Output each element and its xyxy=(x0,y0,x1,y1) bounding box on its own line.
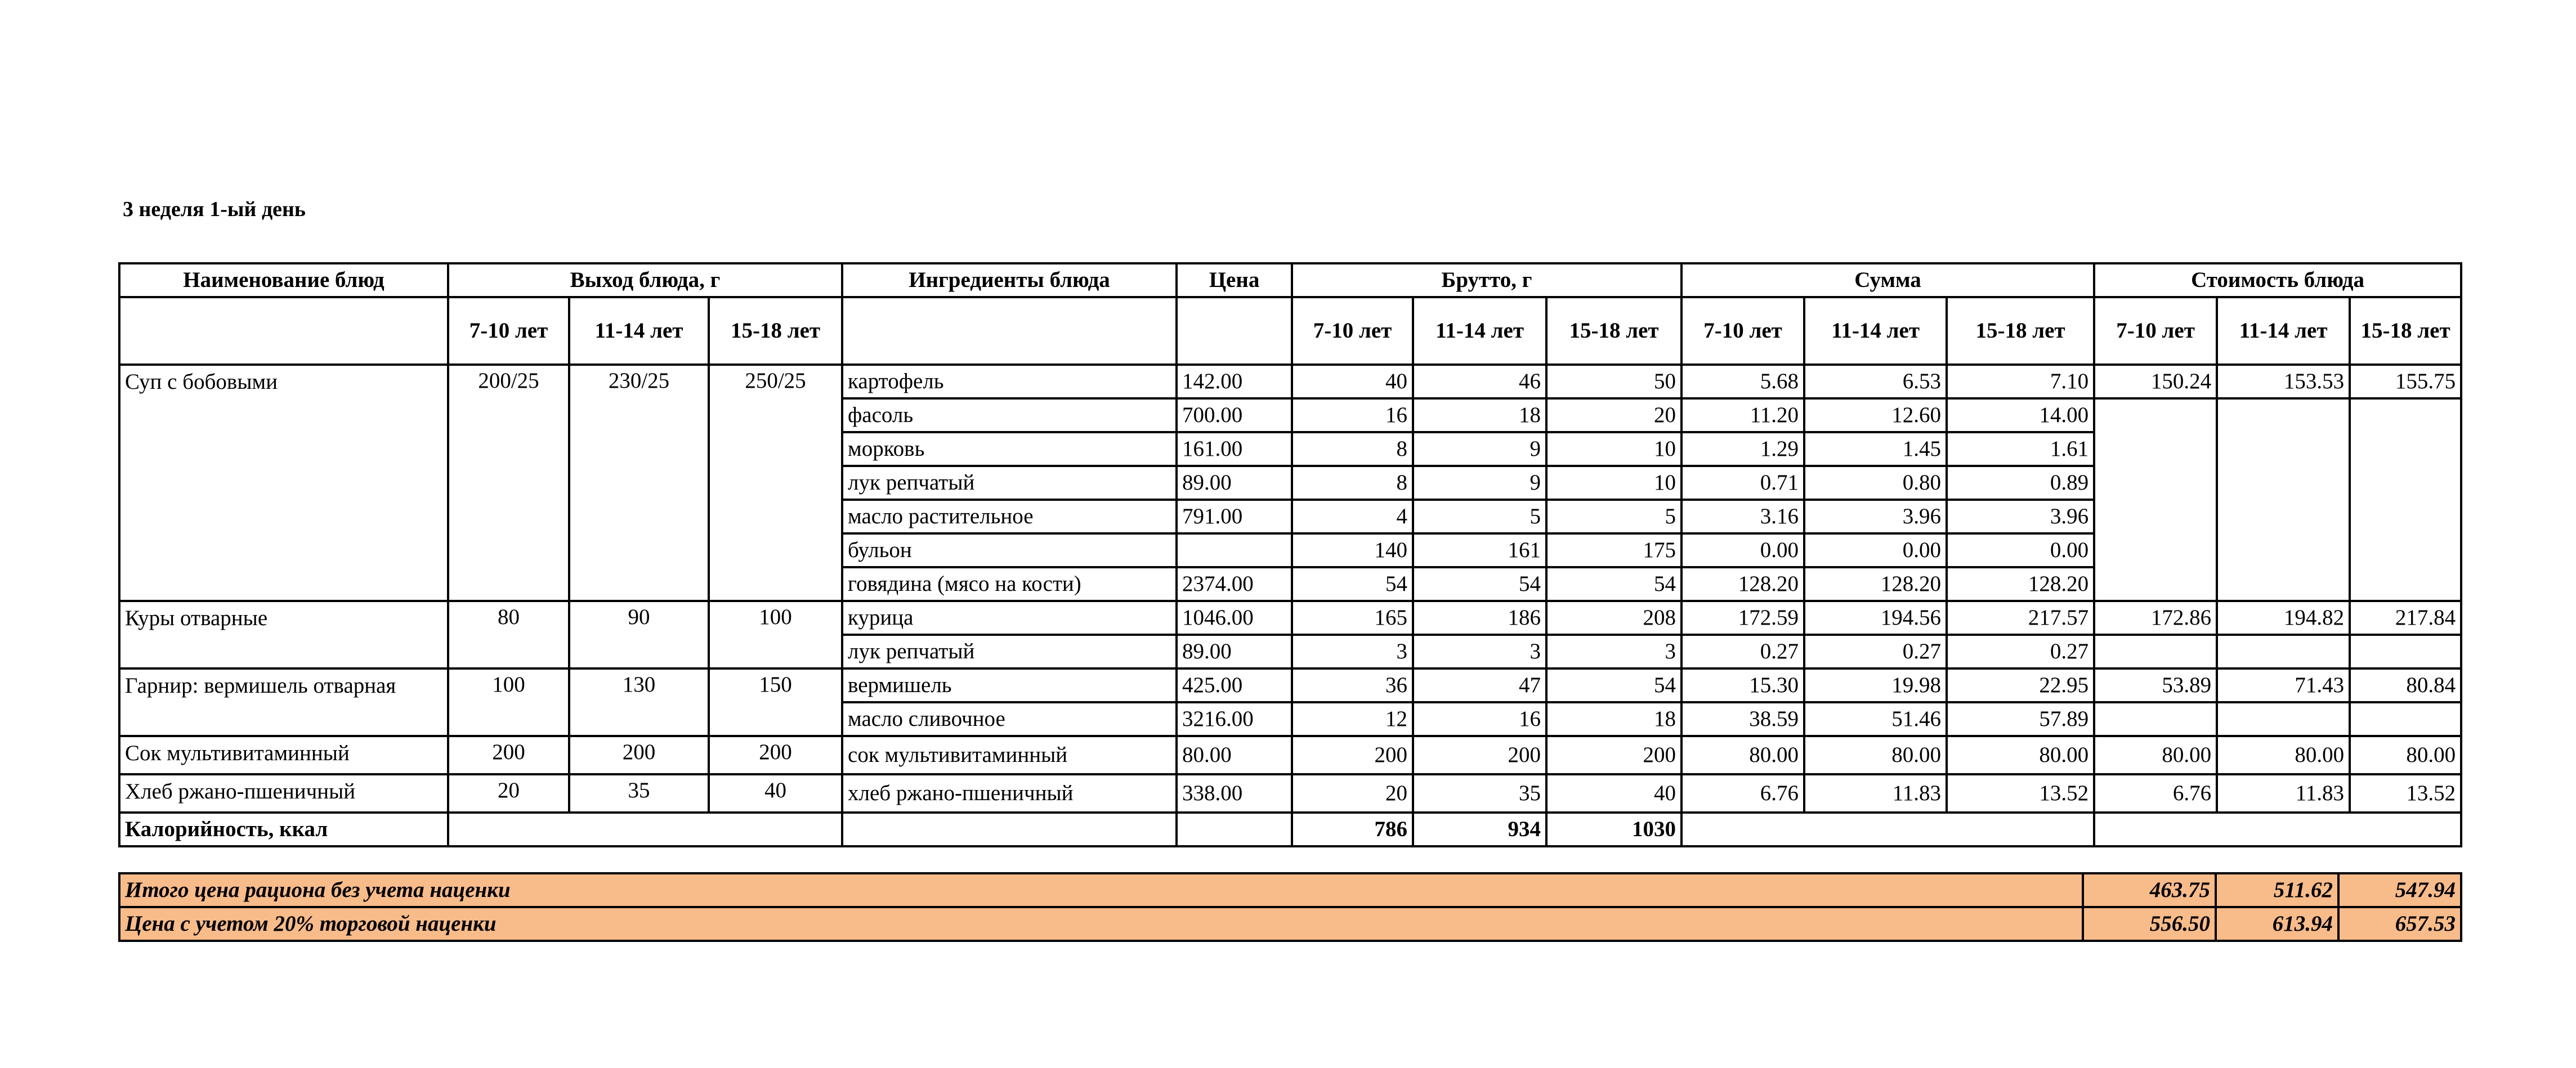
ingredient-name: лук репчатый xyxy=(842,635,1177,668)
header-sum: Сумма xyxy=(1681,263,2094,297)
ingredient-brutto: 5 xyxy=(1413,500,1546,533)
ingredient-price: 89.00 xyxy=(1177,635,1292,668)
ingredient-sum: 217.57 xyxy=(1947,601,2094,635)
ingredient-price: 89.00 xyxy=(1177,466,1292,500)
age-header: 15-18 лет xyxy=(1947,297,2094,365)
ingredient-brutto: 40 xyxy=(1292,365,1413,398)
ingredient-brutto: 175 xyxy=(1546,533,1681,567)
dish-cost-empty xyxy=(2350,398,2461,601)
header-empty xyxy=(842,297,1177,365)
ingredient-brutto: 3 xyxy=(1413,635,1546,668)
ingredient-price: 142.00 xyxy=(1177,365,1292,398)
ingredient-name: фасоль xyxy=(842,398,1177,432)
ingredient-name: морковь xyxy=(842,432,1177,466)
ingredient-brutto: 9 xyxy=(1413,432,1546,466)
summary-value: 547.94 xyxy=(2338,873,2461,907)
dish-cost: 80.00 xyxy=(2217,736,2350,774)
dish-output: 40 xyxy=(709,774,842,813)
ingredient-brutto: 54 xyxy=(1546,668,1681,702)
dish-name: Суп с бобовыми xyxy=(119,365,448,601)
dish-cost: 80.84 xyxy=(2350,668,2461,702)
ingredient-brutto: 54 xyxy=(1546,567,1681,601)
dish-name: Гарнир: вермишель отварная xyxy=(119,668,448,736)
ingredient-sum: 128.20 xyxy=(1681,567,1804,601)
summary-label: Цена с учетом 20% торговой наценки xyxy=(119,907,2083,941)
ingredient-brutto: 36 xyxy=(1292,668,1413,702)
header-cost: Стоимость блюда xyxy=(2094,263,2461,297)
ingredient-brutto: 18 xyxy=(1413,398,1546,432)
dish-cost: 194.82 xyxy=(2217,601,2350,635)
ingredient-brutto: 4 xyxy=(1292,500,1413,533)
ingredient-sum: 22.95 xyxy=(1947,668,2094,702)
ingredient-brutto: 20 xyxy=(1546,398,1681,432)
ingredient-brutto: 47 xyxy=(1413,668,1546,702)
ingredient-price: 2374.00 xyxy=(1177,567,1292,601)
ingredient-brutto: 16 xyxy=(1292,398,1413,432)
ingredient-price: 338.00 xyxy=(1177,774,1292,813)
summary-value: 556.50 xyxy=(2083,907,2216,941)
header-row-2 xyxy=(119,297,2461,365)
ingredient-sum: 3.96 xyxy=(1804,500,1947,533)
dish-cost-empty xyxy=(2350,635,2461,668)
dish-cost-empty xyxy=(2217,398,2350,601)
age-header: 11-14 лет xyxy=(1804,297,1947,365)
header-empty xyxy=(119,297,448,365)
calories-empty xyxy=(1177,813,1292,846)
dish-cost: 11.83 xyxy=(2217,774,2350,813)
age-header: 15-18 лет xyxy=(709,297,842,365)
header-ingredients: Ингредиенты блюда xyxy=(842,263,1177,297)
age-header: 15-18 лет xyxy=(1546,297,1681,365)
age-header: 15-18 лет xyxy=(2350,297,2461,365)
age-header: 7-10 лет xyxy=(1292,297,1413,365)
dish-cost-empty xyxy=(2094,702,2217,736)
ingredient-brutto: 12 xyxy=(1292,702,1413,736)
dish-output: 200/25 xyxy=(448,365,569,601)
ingredient-brutto: 16 xyxy=(1413,702,1546,736)
ingredient-sum: 0.27 xyxy=(1804,635,1947,668)
ingredient-brutto: 3 xyxy=(1292,635,1413,668)
dish-cost: 172.86 xyxy=(2094,601,2217,635)
ingredient-price: 1046.00 xyxy=(1177,601,1292,635)
ingredient-sum: 5.68 xyxy=(1681,365,1804,398)
ingredient-sum: 1.61 xyxy=(1947,432,2094,466)
menu-cost-table xyxy=(118,262,2462,847)
ingredient-name: вермишель xyxy=(842,668,1177,702)
ingredient-name: масло растительное xyxy=(842,500,1177,533)
summary-value: 511.62 xyxy=(2216,873,2338,907)
ingredient-brutto: 8 xyxy=(1292,432,1413,466)
ingredient-sum: 14.00 xyxy=(1947,398,2094,432)
ingredient-sum: 12.60 xyxy=(1804,398,1947,432)
dish-cost-empty xyxy=(2350,702,2461,736)
ingredient-brutto: 140 xyxy=(1292,533,1413,567)
ingredient-brutto: 208 xyxy=(1546,601,1681,635)
ingredient-sum: 3.96 xyxy=(1947,500,2094,533)
ingredient-brutto: 165 xyxy=(1292,601,1413,635)
table-row xyxy=(119,601,2461,635)
ingredient-sum: 172.59 xyxy=(1681,601,1804,635)
ingredient-brutto: 200 xyxy=(1546,736,1681,774)
ingredient-sum: 0.27 xyxy=(1681,635,1804,668)
dish-cost-empty xyxy=(2094,398,2217,601)
ingredient-sum: 0.27 xyxy=(1947,635,2094,668)
ingredient-brutto: 9 xyxy=(1413,466,1546,500)
calories-value: 934 xyxy=(1413,813,1546,846)
dish-cost: 155.75 xyxy=(2350,365,2461,398)
ingredient-sum: 57.89 xyxy=(1947,702,2094,736)
dish-output: 80 xyxy=(448,601,569,668)
ingredient-sum: 7.10 xyxy=(1947,365,2094,398)
table-row xyxy=(119,774,2461,813)
calories-value: 786 xyxy=(1292,813,1413,846)
ingredient-brutto: 35 xyxy=(1413,774,1546,813)
dish-cost: 80.00 xyxy=(2094,736,2217,774)
ingredient-sum: 80.00 xyxy=(1681,736,1804,774)
dish-output: 200 xyxy=(448,736,569,774)
calories-value: 1030 xyxy=(1546,813,1681,846)
dish-name: Хлеб ржано-пшеничный xyxy=(119,774,448,813)
ingredient-sum: 0.00 xyxy=(1804,533,1947,567)
dish-cost-empty xyxy=(2217,635,2350,668)
dish-cost-empty xyxy=(2217,702,2350,736)
dish-output: 150 xyxy=(709,668,842,736)
dish-output: 100 xyxy=(709,601,842,668)
ingredient-sum: 0.80 xyxy=(1804,466,1947,500)
ingredient-sum: 15.30 xyxy=(1681,668,1804,702)
ingredient-price: 791.00 xyxy=(1177,500,1292,533)
ingredient-sum: 38.59 xyxy=(1681,702,1804,736)
ingredient-name: картофель xyxy=(842,365,1177,398)
ingredient-brutto: 200 xyxy=(1413,736,1546,774)
dish-cost: 153.53 xyxy=(2217,365,2350,398)
ingredient-sum: 19.98 xyxy=(1804,668,1947,702)
page-title: 3 неделя 1-ый день xyxy=(123,198,306,221)
ingredient-brutto: 5 xyxy=(1546,500,1681,533)
dish-cost: 6.76 xyxy=(2094,774,2217,813)
ingredient-sum: 11.83 xyxy=(1804,774,1947,813)
ingredient-sum: 0.71 xyxy=(1681,466,1804,500)
ingredient-name: курица xyxy=(842,601,1177,635)
ingredient-sum: 51.46 xyxy=(1804,702,1947,736)
ingredient-sum: 128.20 xyxy=(1947,567,2094,601)
ingredient-price: 80.00 xyxy=(1177,736,1292,774)
calories-empty xyxy=(842,813,1177,846)
dish-output: 200 xyxy=(709,736,842,774)
ingredient-sum: 0.89 xyxy=(1947,466,2094,500)
header-empty xyxy=(1177,297,1292,365)
ingredient-sum: 6.76 xyxy=(1681,774,1804,813)
summary-value: 613.94 xyxy=(2216,907,2338,941)
dish-cost-empty xyxy=(2094,635,2217,668)
dish-name: Куры отварные xyxy=(119,601,448,668)
ingredient-sum: 6.53 xyxy=(1804,365,1947,398)
dish-cost: 13.52 xyxy=(2350,774,2461,813)
ingredient-sum: 13.52 xyxy=(1947,774,2094,813)
ingredient-sum: 0.00 xyxy=(1681,533,1804,567)
ingredient-sum: 0.00 xyxy=(1947,533,2094,567)
dish-cost: 80.00 xyxy=(2350,736,2461,774)
ingredient-brutto: 200 xyxy=(1292,736,1413,774)
dish-output: 250/25 xyxy=(709,365,842,601)
ingredient-price: 3216.00 xyxy=(1177,702,1292,736)
dish-output: 20 xyxy=(448,774,569,813)
ingredient-name: бульон xyxy=(842,533,1177,567)
ingredient-brutto: 40 xyxy=(1546,774,1681,813)
calories-empty xyxy=(2094,813,2461,846)
ingredient-brutto: 18 xyxy=(1546,702,1681,736)
dish-output: 200 xyxy=(569,736,709,774)
calories-label: Калорийность, ккал xyxy=(119,813,448,846)
header-dish: Наименование блюд xyxy=(119,263,448,297)
dish-cost: 217.84 xyxy=(2350,601,2461,635)
age-header: 7-10 лет xyxy=(448,297,569,365)
ingredient-brutto: 50 xyxy=(1546,365,1681,398)
ingredient-sum: 11.20 xyxy=(1681,398,1804,432)
header-row-1 xyxy=(119,263,2461,297)
table-row xyxy=(119,668,2461,702)
ingredient-name: говядина (мясо на кости) xyxy=(842,567,1177,601)
ingredient-sum: 1.45 xyxy=(1804,432,1947,466)
ingredient-brutto: 3 xyxy=(1546,635,1681,668)
ingredient-brutto: 186 xyxy=(1413,601,1546,635)
ingredient-brutto: 54 xyxy=(1413,567,1546,601)
dish-output: 130 xyxy=(569,668,709,736)
dish-name: Сок мультивитаминный xyxy=(119,736,448,774)
age-header: 7-10 лет xyxy=(1681,297,1804,365)
ingredient-name: масло сливочное xyxy=(842,702,1177,736)
ingredient-price: 425.00 xyxy=(1177,668,1292,702)
ingredient-price: 161.00 xyxy=(1177,432,1292,466)
ingredient-sum: 3.16 xyxy=(1681,500,1804,533)
ingredient-brutto: 46 xyxy=(1413,365,1546,398)
dish-output: 230/25 xyxy=(569,365,709,601)
ingredient-brutto: 10 xyxy=(1546,466,1681,500)
ingredient-brutto: 8 xyxy=(1292,466,1413,500)
ingredient-sum: 80.00 xyxy=(1804,736,1947,774)
dish-cost: 150.24 xyxy=(2094,365,2217,398)
calories-row xyxy=(119,813,2461,846)
dish-output: 35 xyxy=(569,774,709,813)
ingredient-price xyxy=(1177,533,1292,567)
summary-value: 463.75 xyxy=(2083,873,2216,907)
ingredient-sum: 194.56 xyxy=(1804,601,1947,635)
dish-cost: 71.43 xyxy=(2217,668,2350,702)
ingredient-name: лук репчатый xyxy=(842,466,1177,500)
dish-output: 90 xyxy=(569,601,709,668)
table-row xyxy=(119,736,2461,774)
ingredient-brutto: 10 xyxy=(1546,432,1681,466)
header-price: Цена xyxy=(1177,263,1292,297)
ingredient-name: хлеб ржано-пшеничный xyxy=(842,774,1177,813)
summary-value: 657.53 xyxy=(2338,907,2461,941)
age-header: 11-14 лет xyxy=(569,297,709,365)
calories-empty xyxy=(1681,813,2094,846)
age-header: 7-10 лет xyxy=(2094,297,2217,365)
ingredient-sum: 128.20 xyxy=(1804,567,1947,601)
ingredient-brutto: 54 xyxy=(1292,567,1413,601)
age-header: 11-14 лет xyxy=(1413,297,1546,365)
summary-label: Итого цена рациона без учета наценки xyxy=(119,873,2083,907)
ingredient-brutto: 20 xyxy=(1292,774,1413,813)
table-row xyxy=(119,365,2461,398)
dish-cost: 53.89 xyxy=(2094,668,2217,702)
calories-empty xyxy=(448,813,842,846)
summary-row xyxy=(119,907,2461,941)
ingredient-name: сок мультивитаминный xyxy=(842,736,1177,774)
ingredient-price: 700.00 xyxy=(1177,398,1292,432)
ingredient-brutto: 161 xyxy=(1413,533,1546,567)
ingredient-sum: 80.00 xyxy=(1947,736,2094,774)
dish-output: 100 xyxy=(448,668,569,736)
header-brutto: Брутто, г xyxy=(1292,263,1681,297)
ingredient-sum: 1.29 xyxy=(1681,432,1804,466)
summary-table xyxy=(118,872,2462,942)
header-output: Выход блюда, г xyxy=(448,263,842,297)
age-header: 11-14 лет xyxy=(2217,297,2350,365)
summary-row xyxy=(119,873,2461,907)
